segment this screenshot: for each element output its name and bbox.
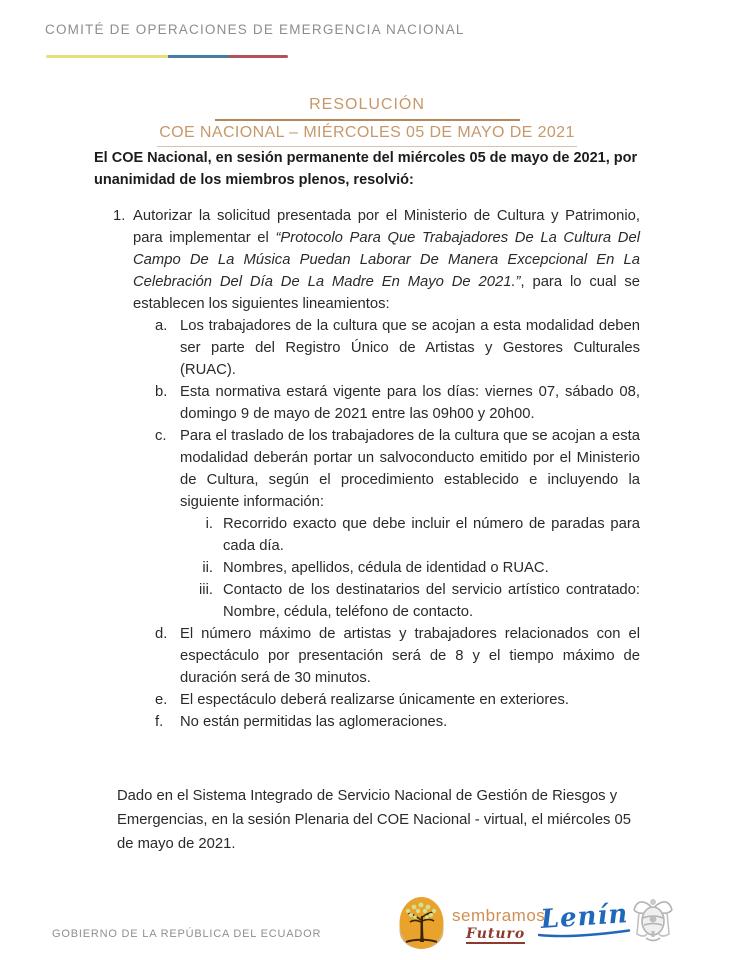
document-footer (0, 888, 734, 960)
lineamiento-b (155, 381, 640, 425)
document-title: RESOLUCIÓN (309, 96, 425, 113)
resolution-item-1 (94, 205, 640, 315)
lineamientos-list (155, 315, 640, 733)
lineamiento-label: f. (155, 714, 164, 730)
lineamiento-text (180, 425, 640, 623)
document-header (45, 22, 465, 37)
intro-paragraph: El COE Nacional, en sesión permanente del miércoles 05 de mayo de 2021, por unanimidad de los miembros plenos, resolvió: (94, 150, 638, 188)
resolution-item-text (133, 205, 640, 315)
lineamiento-text: El espectáculo deberá realizarse únicamente en exteriores. (180, 692, 570, 708)
closing-paragraph: Dado en el Sistema Integrado de Servicio Nacional de Gestión de Riesgos y Emergencias, en la sesión Plenaria del COE Nacional - virtual, el miércoles 05 de mayo de 2021. (117, 788, 632, 852)
resolution-list (94, 205, 640, 733)
lineamiento-label: a. (155, 318, 168, 334)
roman-item-iii (180, 579, 640, 623)
resolution-quoted-protocol: “Protocolo Para Que Trabajadores De La Cultura Del Campo De La Música Puedan Laborar De Manera Excepcional En La Celebración Del Día De La Madre En Mayo De 2021.” (133, 230, 640, 290)
lineamiento-text: Los trabajadores de la cultura que se acojan a esta modalidad deben ser parte del Registro Único de Artistas y Gestores Culturales (RUAC). (180, 318, 640, 378)
roman-item-text: Nombres, apellidos, cédula de identidad o RUAC. (223, 560, 549, 576)
roman-sublist (180, 513, 640, 623)
sembramos-futuro-logo (398, 896, 545, 955)
sembramos-wordmark (452, 907, 545, 944)
resolution-tail-text: , para lo cual se establecen los siguientes lineamientos: (133, 274, 640, 312)
ecuador-coat-of-arms-logo (630, 894, 676, 951)
lineamiento-text: Esta normativa estará vigente para los días: viernes 07, sábado 08, domingo 9 de mayo de 2021 entre las 09h00 y 20h00. (180, 384, 640, 422)
lineamiento-label: b. (155, 384, 168, 400)
title-underline (215, 119, 520, 121)
lineamiento-d (155, 623, 640, 689)
sembramos-word: sembramos (452, 906, 546, 925)
lineamiento-text: No están permitidas las aglomeraciones. (180, 714, 448, 730)
sembramos-tree-icon (398, 896, 445, 955)
lenin-signature-logo (537, 898, 632, 938)
government-label: GOBIERNO DE LA REPÚBLICA DEL ECUADOR (52, 928, 322, 940)
lineamiento-c-paragraph: Para el traslado de los trabajadores de la cultura que se acojan a esta modalidad deberán portar un salvoconducto emitido por el Ministerio de Cultura, según el procedimiento establecido e incluyendo la siguiente información: (180, 428, 640, 510)
roman-item-text: Recorrido exacto que debe incluir el número de paradas para cada día. (223, 516, 640, 554)
lineamiento-e (155, 689, 640, 711)
ecuador-flag-divider (46, 55, 288, 58)
lineamiento-a (155, 315, 640, 381)
roman-item-label: i. (205, 516, 213, 532)
roman-item-ii (180, 557, 640, 579)
lineamiento-f (155, 711, 640, 733)
lineamiento-c (155, 425, 640, 623)
roman-item-label: iii. (199, 582, 213, 598)
roman-item-text: Contacto de los destinatarios del servicio artístico contratado: Nombre, cédula, teléfono de contacto. (223, 582, 640, 620)
header-org-title: COMITÉ DE OPERACIONES DE EMERGENCIA NACIONAL (45, 22, 465, 37)
document-subtitle: COE NACIONAL – MIÉRCOLES 05 DE MAYO DE 2021 (159, 124, 575, 141)
futuro-word: Futuro (466, 926, 526, 942)
resolution-item-number: 1. (113, 208, 126, 224)
roman-item-i (180, 513, 640, 557)
title-block (94, 96, 640, 147)
resolution-lead-text: Autorizar la solicitud presentada por el Ministerio de Cultura y Patrimonio, para implementar el (133, 208, 640, 246)
lineamiento-label: c. (155, 428, 167, 444)
lineamiento-label: e. (155, 692, 168, 708)
flag-yellow-segment (46, 55, 168, 58)
lineamiento-text: El número máximo de artistas y trabajadores relacionados con el espectáculo por presentación será de 8 y el tiempo máximo de duración será de 30 minutos. (180, 626, 640, 686)
flag-red-segment (229, 55, 288, 58)
roman-item-label: ii. (202, 560, 213, 576)
lenin-signature-text: Lenín (539, 898, 630, 936)
flag-blue-segment (168, 55, 229, 58)
lineamiento-label: d. (155, 626, 168, 642)
